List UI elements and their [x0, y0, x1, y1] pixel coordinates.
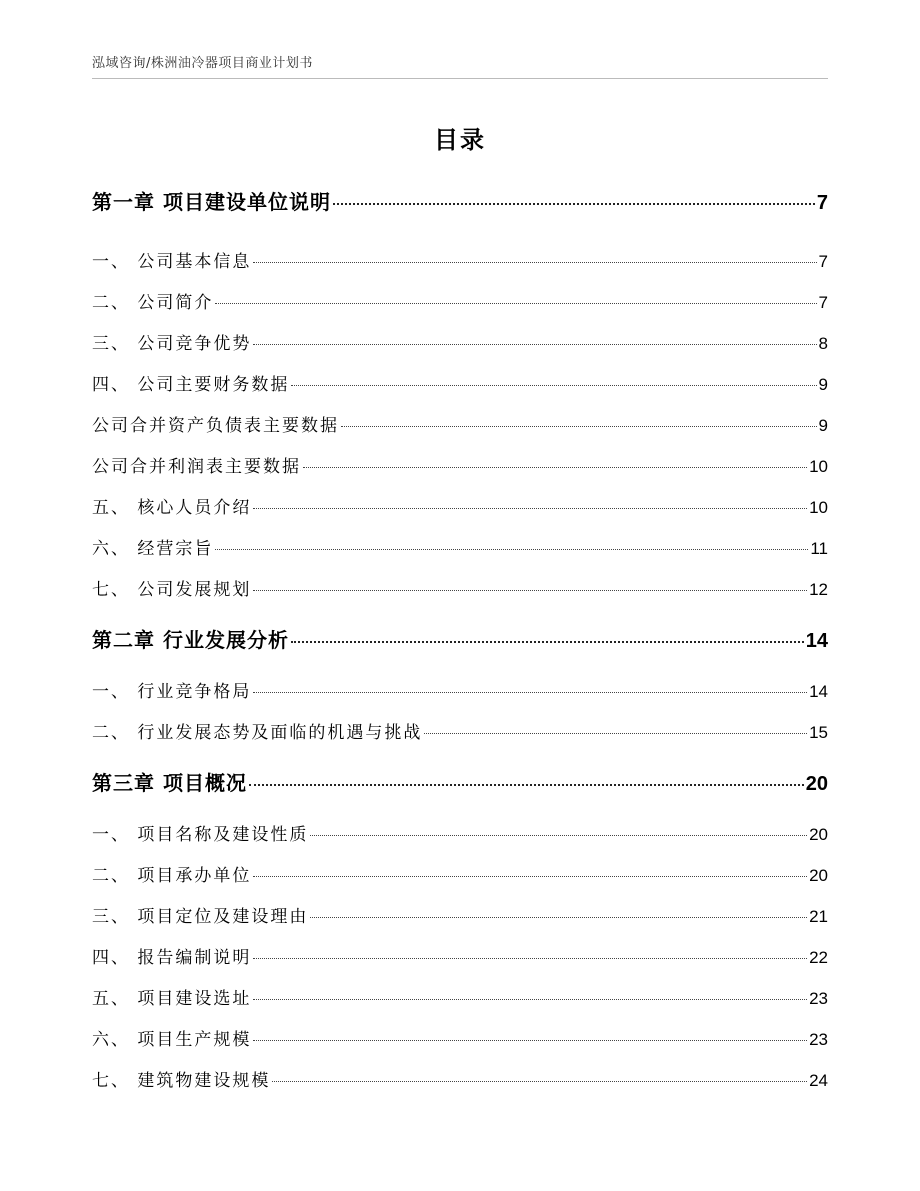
- toc-entry-label: 公司合并利润表主要数据: [92, 457, 301, 477]
- toc-entry-label: 一、 公司基本信息: [92, 252, 252, 272]
- toc-entry-label: 第二章 行业发展分析: [92, 628, 289, 652]
- toc-chapter-entry[interactable]: [92, 624, 828, 653]
- toc-section-entry[interactable]: [92, 370, 828, 395]
- toc-page-number: 14: [809, 682, 828, 701]
- toc-page-number: 20: [809, 866, 828, 885]
- toc-dot-leader: [253, 344, 816, 345]
- toc-page-number: 24: [809, 1071, 828, 1090]
- toc-dot-leader: [333, 203, 815, 205]
- toc-section-entry[interactable]: [92, 718, 828, 743]
- toc-section-entry[interactable]: [92, 452, 828, 477]
- toc-entry-label: 四、 公司主要财务数据: [92, 375, 290, 395]
- toc-page-number: 14: [805, 630, 828, 652]
- toc-dot-leader: [253, 999, 807, 1000]
- toc-section-entry[interactable]: [92, 247, 828, 272]
- toc-page-number: 10: [809, 498, 828, 517]
- toc-entry-label: 三、 项目定位及建设理由: [92, 907, 309, 927]
- toc-page-number: 20: [805, 773, 828, 795]
- toc-dot-leader: [310, 917, 807, 918]
- toc-section-entry[interactable]: [92, 1025, 828, 1050]
- toc-entry-label: 二、 项目承办单位: [92, 866, 252, 886]
- toc-entry-label: 七、 公司发展规划: [92, 580, 252, 600]
- toc-section-entry[interactable]: [92, 984, 828, 1009]
- toc-page-number: 8: [818, 334, 828, 353]
- toc-entry-label: 第一章 项目建设单位说明: [92, 190, 331, 214]
- toc-section-entry[interactable]: [92, 1066, 828, 1091]
- toc-section-entry[interactable]: [92, 677, 828, 702]
- toc-entry-label: 二、 行业发展态势及面临的机遇与挑战: [92, 723, 423, 743]
- toc-page-number: 22: [809, 948, 828, 967]
- toc-dot-leader: [253, 958, 807, 959]
- toc-title: 目录: [434, 126, 486, 154]
- toc-page-number: 10: [809, 457, 828, 476]
- toc-section-entry[interactable]: [92, 329, 828, 354]
- toc-section-entry[interactable]: [92, 902, 828, 927]
- toc-page-number: 7: [818, 293, 828, 312]
- toc-entry-label: 六、 经营宗旨: [92, 539, 214, 559]
- toc-page-number: 9: [818, 375, 828, 394]
- toc-entry-label: 第三章 项目概况: [92, 771, 247, 795]
- toc-entry-label: 公司合并资产负债表主要数据: [92, 416, 339, 436]
- toc-section-entry[interactable]: [92, 411, 828, 436]
- toc-page-number: 23: [809, 989, 828, 1008]
- toc-dot-leader: [303, 467, 807, 468]
- toc-page-number: 9: [818, 416, 828, 435]
- toc-dot-leader: [253, 692, 807, 693]
- toc-page-number: 11: [810, 539, 828, 558]
- header-divider: [92, 78, 828, 79]
- toc-entry-label: 四、 报告编制说明: [92, 948, 252, 968]
- toc-page-number: 12: [809, 580, 828, 599]
- toc-dot-leader: [253, 508, 807, 509]
- toc-entry-label: 六、 项目生产规模: [92, 1030, 252, 1050]
- toc-entry-label: 一、 项目名称及建设性质: [92, 825, 309, 845]
- toc-section-entry[interactable]: [92, 575, 828, 600]
- toc-entry-label: 五、 项目建设选址: [92, 989, 252, 1009]
- toc-dot-leader: [253, 1040, 807, 1041]
- toc-section-entry[interactable]: [92, 820, 828, 845]
- toc-section-entry[interactable]: [92, 534, 828, 559]
- toc-entry-label: 一、 行业竞争格局: [92, 682, 252, 702]
- toc-dot-leader: [215, 549, 808, 550]
- toc-section-entry[interactable]: [92, 288, 828, 313]
- toc-page-number: 7: [816, 192, 828, 214]
- toc-page-number: 23: [809, 1030, 828, 1049]
- toc-dot-leader: [253, 590, 807, 591]
- toc-dot-leader: [424, 733, 807, 734]
- toc-page-number: 21: [809, 907, 828, 926]
- toc-entry-label: 三、 公司竞争优势: [92, 334, 252, 354]
- toc-dot-leader: [291, 641, 804, 643]
- toc-chapter-entry[interactable]: [92, 186, 828, 215]
- toc-page-number: 15: [809, 723, 828, 742]
- toc-dot-leader: [341, 426, 817, 427]
- toc-page-number: 20: [809, 825, 828, 844]
- toc-dot-leader: [272, 1081, 807, 1082]
- toc-entry-label: 五、 核心人员介绍: [92, 498, 252, 518]
- toc-dot-leader: [253, 262, 816, 263]
- toc-dot-leader: [253, 876, 807, 877]
- toc-dot-leader: [291, 385, 816, 386]
- toc-entry-label: 二、 公司简介: [92, 293, 214, 313]
- toc-section-entry[interactable]: [92, 861, 828, 886]
- toc-dot-leader: [249, 784, 804, 786]
- toc-entry-label: 七、 建筑物建设规模: [92, 1071, 271, 1091]
- toc-dot-leader: [310, 835, 807, 836]
- toc-dot-leader: [215, 303, 816, 304]
- toc-chapter-entry[interactable]: [92, 767, 828, 796]
- toc-section-entry[interactable]: [92, 943, 828, 968]
- page-header: 泓域咨询/株洲油冷器项目商业计划书: [92, 56, 313, 71]
- toc-page-number: 7: [818, 252, 828, 271]
- toc-section-entry[interactable]: [92, 493, 828, 518]
